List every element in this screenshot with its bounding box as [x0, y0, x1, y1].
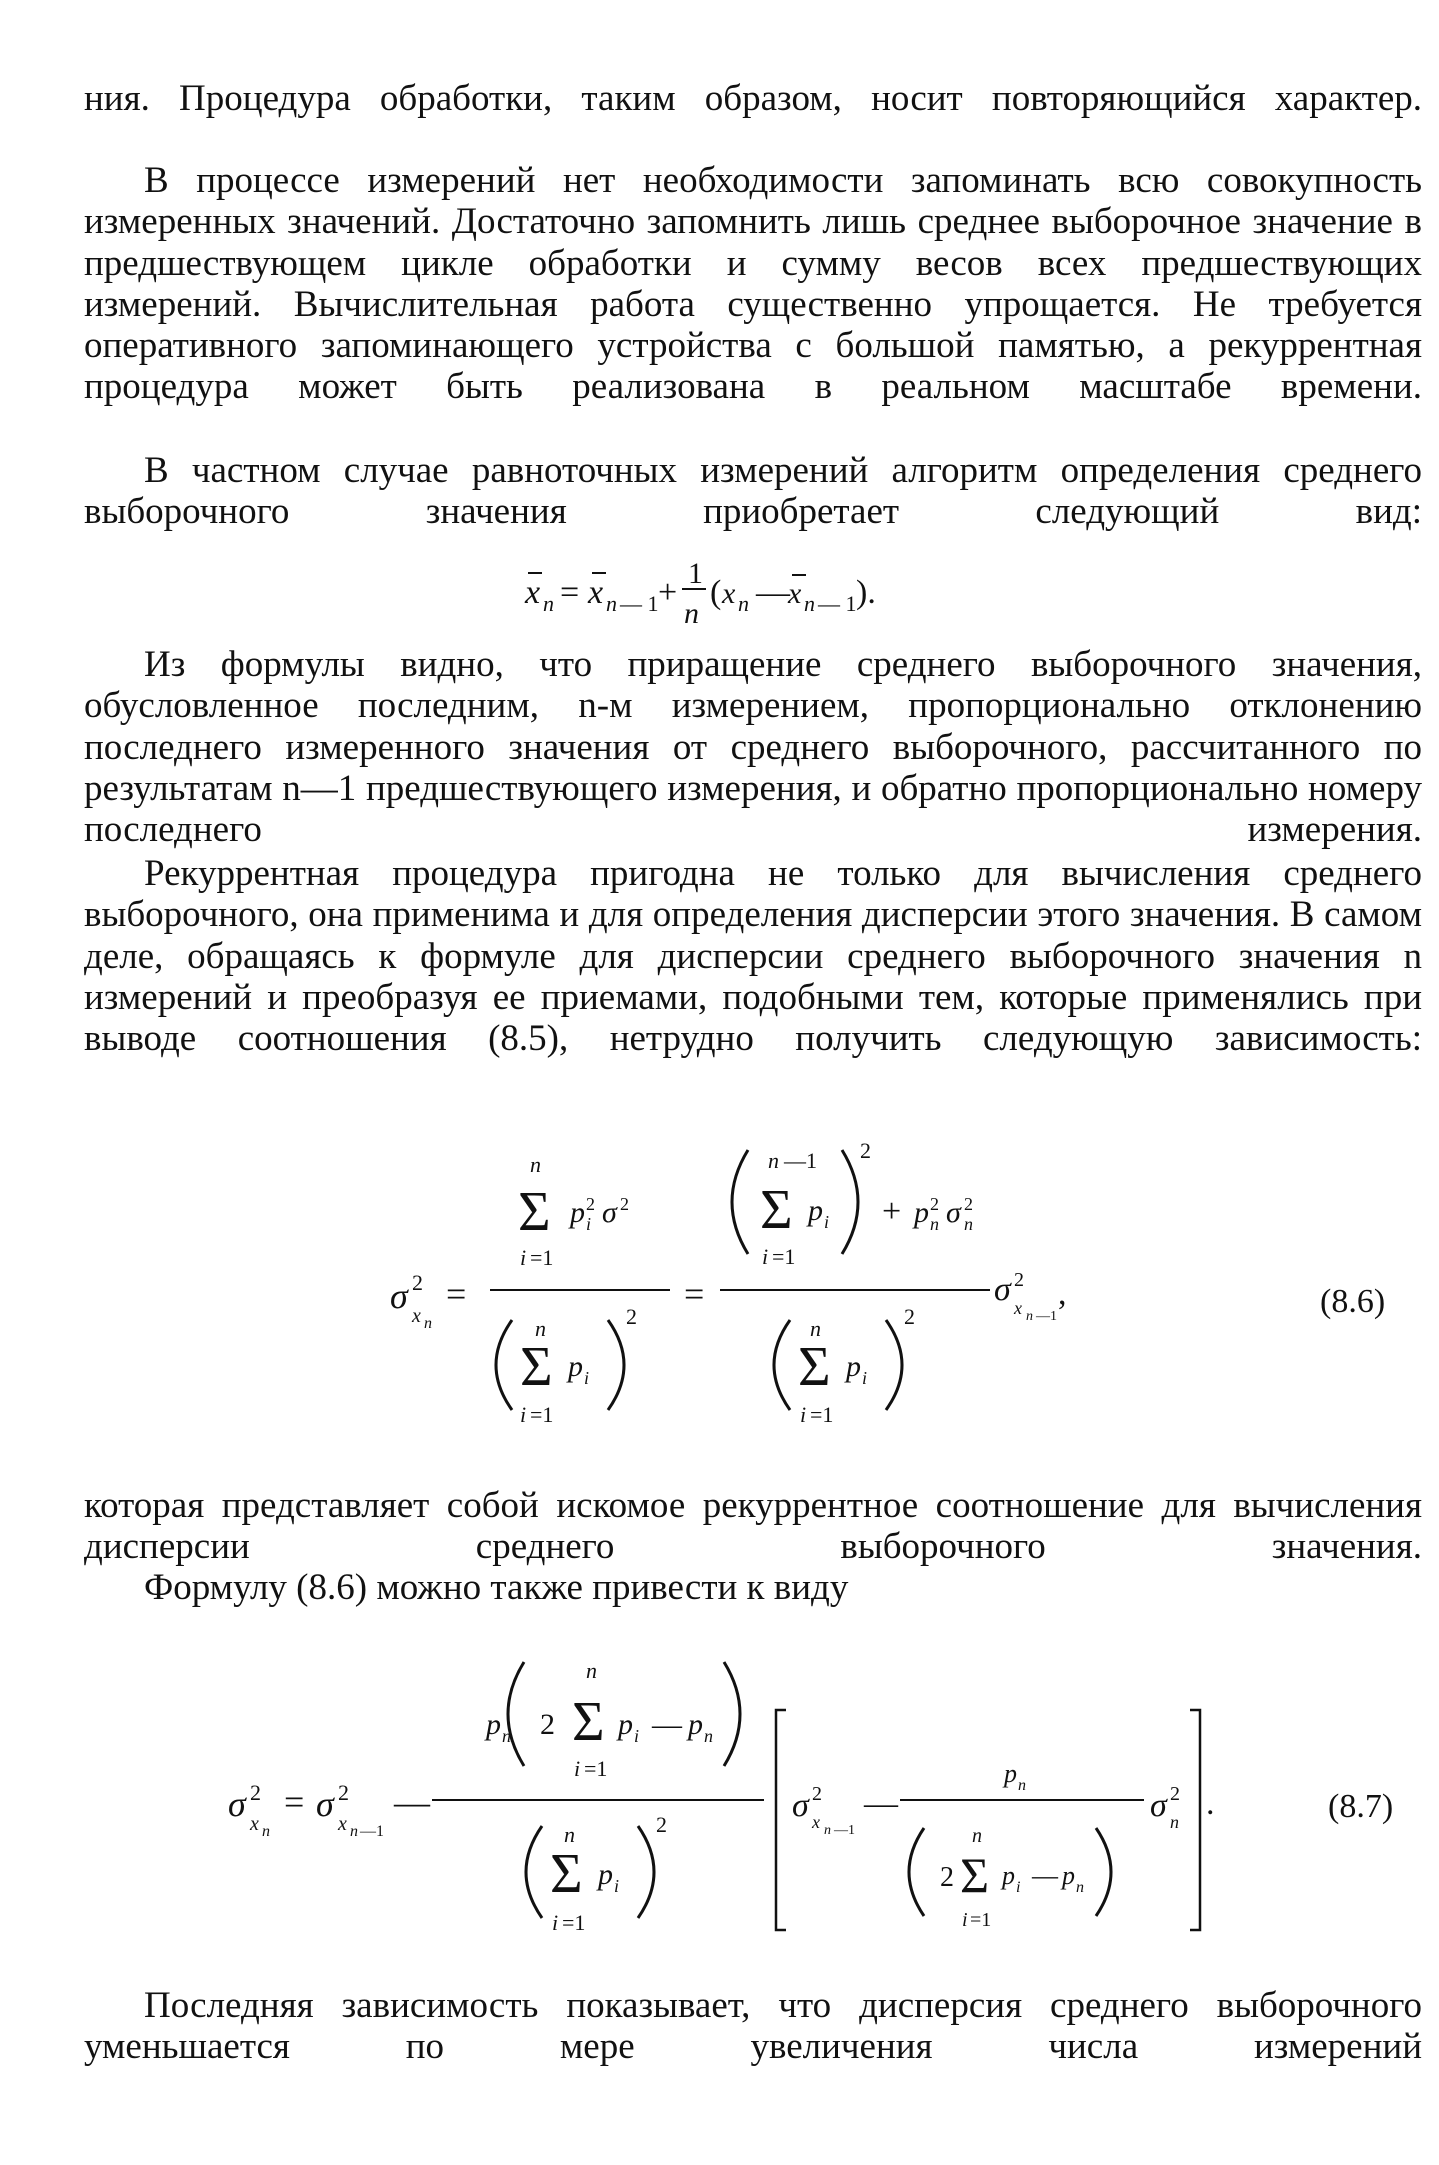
- svg-text:=1: =1: [530, 1402, 554, 1427]
- svg-text:2: 2: [964, 1194, 973, 1214]
- svg-text:2: 2: [930, 1194, 939, 1214]
- svg-text:σ: σ: [228, 1784, 246, 1824]
- svg-text:=: =: [284, 1782, 305, 1822]
- svg-text:x: x: [525, 574, 541, 611]
- svg-text:=1: =1: [810, 1402, 834, 1427]
- svg-text:i: i: [1016, 1879, 1021, 1896]
- svg-text:n: n: [972, 1825, 982, 1847]
- svg-text:i: i: [520, 1245, 527, 1270]
- paragraph-7: Формулу (8.6) можно также привести к виду: [144, 1567, 849, 1608]
- svg-text:σ: σ: [316, 1784, 334, 1824]
- svg-text:n: n: [1026, 1309, 1033, 1324]
- equation-8-7-graphic: [224, 1650, 1284, 1940]
- svg-text:i: i: [862, 1368, 868, 1388]
- svg-text:n: n: [810, 1316, 821, 1341]
- svg-text:x: x: [1014, 1298, 1022, 1318]
- equation-8-6-number: (8.6): [1320, 1283, 1386, 1320]
- paragraph-4: Из формулы видно, что приращение среднего выборочного значения, обусловленное последним, n-м измерением, пропорционально отклонению последнего измеренного значения от среднего выборочного, рассчитанного по результатам n—1 предшествующего измерения, и обратно пропорционально номеру последнего измерения.: [84, 644, 1422, 851]
- svg-text:=1: =1: [970, 1909, 992, 1931]
- svg-text:p: p: [1004, 1759, 1017, 1788]
- svg-text:p: p: [808, 1194, 823, 1227]
- svg-text:—: —: [864, 1785, 898, 1822]
- svg-text:x: x: [338, 1813, 347, 1835]
- svg-text:,: ,: [1058, 1275, 1067, 1312]
- paragraph-6: которая представляет собой искомое рекуррентное соотношение для вычисления дисперсии среднего выборочного значения.: [84, 1485, 1422, 1568]
- svg-text:x: x: [812, 1812, 820, 1832]
- equation-8-6: [380, 1140, 1140, 1449]
- svg-text:x: x: [588, 574, 604, 611]
- svg-text:p: p: [598, 1858, 613, 1891]
- svg-text:—: —: [1032, 1861, 1058, 1890]
- svg-text:n: n: [543, 591, 554, 616]
- paragraph-8: Последняя зависимость показывает, что дисперсия среднего выборочного уменьшается по мере увеличения числа измерений: [84, 1985, 1422, 2068]
- svg-text:p: p: [1062, 1861, 1075, 1890]
- svg-text:2: 2: [250, 1780, 261, 1805]
- svg-text:.: .: [1206, 1785, 1215, 1822]
- svg-text:=: =: [684, 1274, 705, 1314]
- svg-text:Σ: Σ: [520, 1336, 553, 1398]
- svg-text:i: i: [586, 1214, 592, 1234]
- svg-text:n: n: [824, 1823, 831, 1838]
- svg-text:Σ: Σ: [518, 1181, 551, 1243]
- svg-text:i: i: [574, 1756, 581, 1781]
- paragraph-2: В процессе измерений нет необходимости запоминать всю совокупность измеренных значений. Достаточно запомнить лишь среднее выборочное значение в предшествующем цикле обработки и сумму весов всех предшествующих измерений. Вычислительная работа существенно упрощается. Не требуется оперативного запоминающего устройства с большой памятью, а рекуррентная процедура может быть реализована в реальном масштабе времени.: [84, 160, 1422, 408]
- svg-text:2: 2: [656, 1812, 667, 1837]
- svg-text:2: 2: [412, 1270, 423, 1295]
- svg-text:n: n: [964, 1214, 973, 1234]
- svg-text:x: x: [722, 577, 736, 610]
- equation-running-mean-graphic: [520, 555, 980, 635]
- svg-text:n: n: [1018, 1777, 1026, 1794]
- svg-text:n: n: [768, 1148, 779, 1173]
- svg-text:i: i: [614, 1876, 620, 1896]
- svg-text:2: 2: [904, 1304, 915, 1329]
- svg-text:p: p: [618, 1708, 633, 1741]
- svg-text:Σ: Σ: [760, 1179, 793, 1241]
- svg-text:i: i: [634, 1726, 640, 1746]
- svg-text:x: x: [250, 1813, 259, 1835]
- svg-text:n: n: [738, 591, 749, 616]
- svg-text:σ: σ: [1150, 1787, 1167, 1824]
- svg-text:—1: —1: [1036, 1309, 1057, 1324]
- svg-text:Σ: Σ: [550, 1843, 583, 1905]
- paragraph-1: ния. Процедура обработки, таким образом, носит повторяющийся характер.: [84, 78, 1422, 119]
- svg-text:n: n: [350, 1823, 358, 1840]
- paragraph-5: Рекуррентная процедура пригодна не только для вычисления среднего выборочного, она применима и для определения дисперсии этого значения. В самом деле, обращаясь к формуле для дисперсии среднего выборочного значения n измерений и преобразуя ее приемами, подобными тем, которые применялись при выводе соотношения (8.5), нетрудно получить следующую зависимость:: [84, 853, 1422, 1060]
- svg-text:p: p: [486, 1708, 501, 1741]
- svg-text:n: n: [804, 591, 815, 616]
- svg-text:x: x: [412, 1305, 421, 1327]
- svg-text:p: p: [1002, 1861, 1015, 1890]
- svg-text:n: n: [564, 1822, 575, 1847]
- svg-text:σ: σ: [602, 1196, 617, 1229]
- svg-text:2: 2: [540, 1708, 555, 1741]
- svg-text:σ: σ: [792, 1787, 809, 1824]
- svg-text:σ: σ: [946, 1196, 961, 1229]
- svg-text:—: —: [756, 574, 790, 611]
- svg-text:i: i: [584, 1368, 590, 1388]
- equation-running-mean: [520, 555, 980, 644]
- svg-text:i: i: [800, 1402, 807, 1427]
- svg-text:).: ).: [856, 574, 876, 611]
- svg-text:Σ: Σ: [960, 1847, 990, 1903]
- svg-text:σ: σ: [994, 1271, 1011, 1308]
- svg-text:2: 2: [338, 1780, 349, 1805]
- svg-text:=1: =1: [772, 1244, 796, 1269]
- svg-text:2: 2: [940, 1862, 954, 1893]
- svg-text:p: p: [568, 1350, 583, 1383]
- svg-text:—1: —1: [360, 1823, 384, 1840]
- svg-text:=1: =1: [584, 1756, 608, 1781]
- svg-text:i: i: [552, 1910, 559, 1935]
- svg-text:=: =: [560, 574, 580, 611]
- svg-text:i: i: [520, 1402, 527, 1427]
- svg-text:n: n: [586, 1658, 597, 1683]
- svg-text:Σ: Σ: [798, 1336, 831, 1398]
- svg-text:— 1: — 1: [620, 591, 659, 616]
- svg-text:2: 2: [1014, 1269, 1024, 1291]
- svg-text:2: 2: [860, 1140, 871, 1163]
- svg-text:n: n: [704, 1726, 713, 1746]
- svg-text:σ: σ: [390, 1276, 408, 1316]
- equation-8-6-graphic: [380, 1140, 1140, 1440]
- svg-text:=: =: [446, 1274, 467, 1314]
- svg-text:n: n: [535, 1316, 546, 1341]
- svg-text:n: n: [530, 1152, 541, 1177]
- svg-text:2: 2: [1170, 1783, 1180, 1805]
- svg-text:n: n: [424, 1315, 432, 1332]
- svg-text:—1: —1: [784, 1148, 817, 1173]
- svg-text:=1: =1: [562, 1910, 586, 1935]
- svg-text:(: (: [710, 574, 722, 611]
- svg-text:i: i: [762, 1244, 769, 1269]
- equation-8-7: [224, 1650, 1284, 1949]
- svg-text:p: p: [914, 1196, 929, 1229]
- svg-text:n: n: [1170, 1812, 1179, 1832]
- svg-text:—1: —1: [834, 1823, 855, 1838]
- svg-text:n: n: [606, 591, 617, 616]
- svg-text:+: +: [658, 574, 678, 611]
- svg-text:p: p: [570, 1196, 585, 1229]
- svg-text:2: 2: [626, 1304, 637, 1329]
- svg-text:n: n: [262, 1823, 270, 1840]
- svg-text:2: 2: [620, 1194, 629, 1214]
- svg-text:x: x: [788, 577, 802, 610]
- paragraph-3: В частном случае равноточных измерений алгоритм определения среднего выборочного значения приобретает следующий вид:: [84, 450, 1422, 533]
- equation-8-7-number: (8.7): [1328, 1788, 1394, 1825]
- svg-text:+: +: [882, 1193, 902, 1230]
- svg-text:n: n: [930, 1214, 939, 1234]
- svg-text:i: i: [824, 1212, 830, 1232]
- svg-text:=1: =1: [530, 1245, 554, 1270]
- svg-text:—: —: [394, 1782, 430, 1822]
- svg-text:Σ: Σ: [572, 1691, 605, 1753]
- svg-text:—: —: [652, 1708, 682, 1741]
- svg-text:p: p: [846, 1350, 861, 1383]
- svg-text:2: 2: [586, 1194, 595, 1214]
- svg-text:p: p: [688, 1708, 703, 1741]
- svg-text:n: n: [502, 1726, 511, 1746]
- svg-text:n: n: [684, 597, 699, 630]
- svg-text:n: n: [1076, 1879, 1084, 1896]
- svg-text:1: 1: [688, 557, 703, 590]
- svg-text:i: i: [962, 1909, 968, 1931]
- svg-text:— 1: — 1: [818, 591, 857, 616]
- svg-text:2: 2: [812, 1783, 822, 1805]
